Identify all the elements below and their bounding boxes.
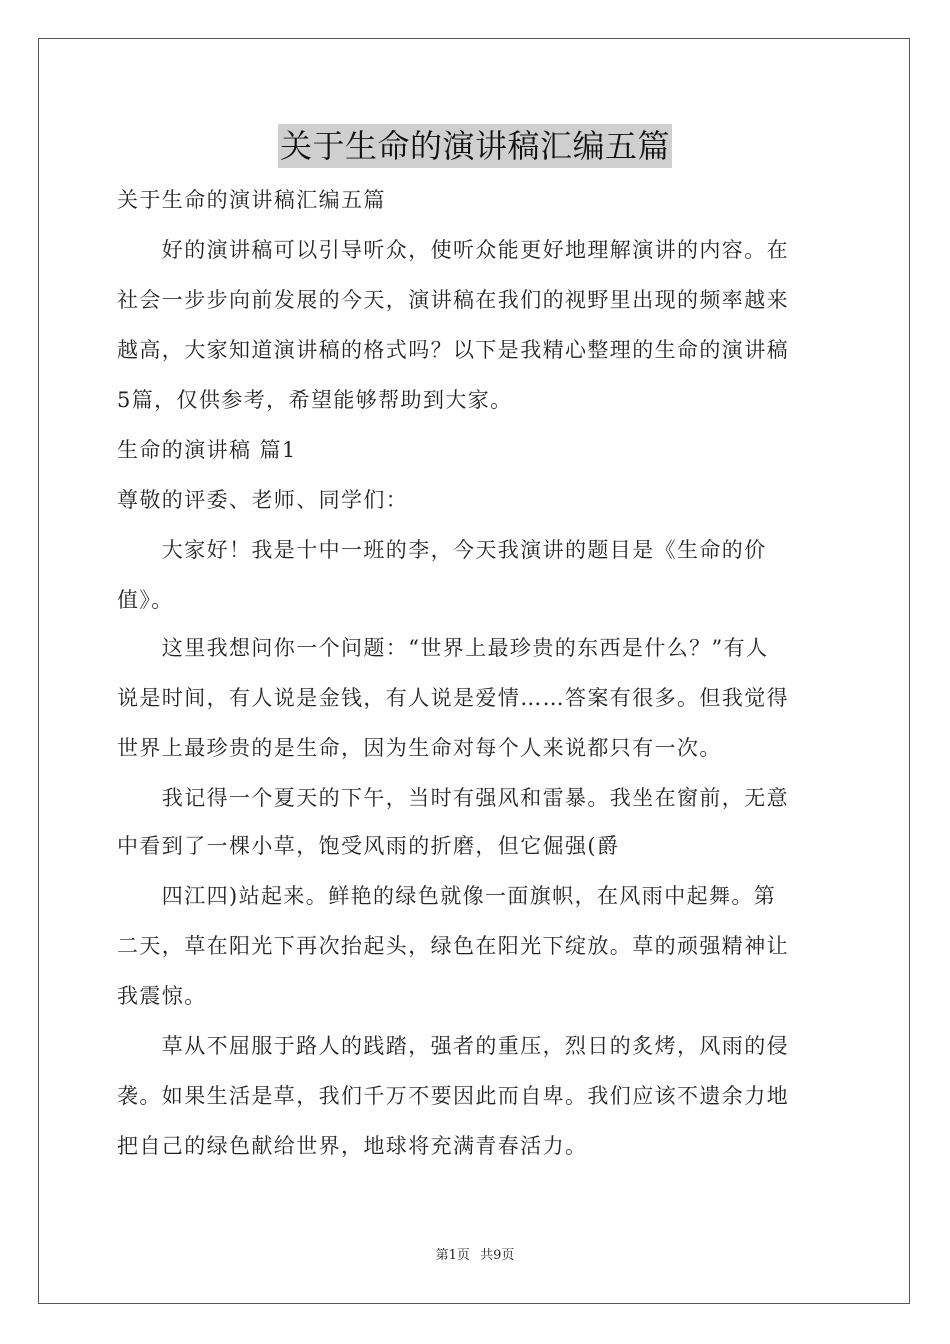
text-line: 我震惊。 — [117, 984, 207, 1008]
page-total: 共9页 — [480, 1248, 515, 1263]
text-line: 说是时间，有人说是金钱，有人说是爱情……答案有很多。但我觉得 — [117, 686, 789, 710]
text-line: 值》。 — [117, 588, 174, 612]
text-line: 我记得一个夏天的下午，当时有强风和雷暴。我坐在窗前，无意 — [117, 786, 789, 810]
title-wrap — [0, 124, 950, 168]
text-line: 大家好！我是十中一班的李，今天我演讲的题目是《生命的价 — [117, 538, 767, 562]
page-border — [38, 38, 910, 1304]
section-heading: 生命的演讲稿 篇1 — [117, 438, 297, 462]
text-line: 四江四)站起来。鲜艳的绿色就像一面旗帜，在风雨中起舞。第 — [117, 884, 777, 908]
text-line: 草从不屈服于路人的践踏，强者的重压，烈日的炙烤，风雨的侵 — [117, 1034, 789, 1058]
text-line: 社会一步步向前发展的今天，演讲稿在我们的视野里出现的频率越来 — [117, 288, 789, 312]
text-line: 二天，草在阳光下再次抬起头，绿色在阳光下绽放。草的顽强精神让 — [117, 934, 789, 958]
page-number: 第1页 — [435, 1248, 470, 1263]
text-line: 关于生命的演讲稿汇编五篇 — [117, 188, 386, 212]
text-line: 这里我想问你一个问题：“世界上最珍贵的东西是什么？”有人 — [117, 636, 769, 660]
text-line: 中看到了一棵小草，饱受风雨的折磨，但它倔强(爵 — [117, 834, 620, 858]
text-line: 越高，大家知道演讲稿的格式吗？以下是我精心整理的生命的演讲稿 — [117, 338, 789, 362]
text-line: 世界上最珍贵的是生命，因为生命对每个人来说都只有一次。 — [117, 736, 722, 760]
text-line: 好的演讲稿可以引导听众，使听众能更好地理解演讲的内容。在 — [117, 238, 789, 262]
text-line: 尊敬的评委、老师、同学们： — [117, 488, 409, 512]
page-title: 关于生命的演讲稿汇编五篇 — [278, 124, 672, 168]
text-line: 5篇，仅供参考，希望能够帮助到大家。 — [117, 388, 513, 412]
text-line: 袭。如果生活是草，我们千万不要因此而自卑。我们应该不遗余力地 — [117, 1084, 789, 1108]
page-footer — [0, 1244, 950, 1263]
text-line: 把自己的绿色献给世界，地球将充满青春活力。 — [117, 1134, 588, 1158]
